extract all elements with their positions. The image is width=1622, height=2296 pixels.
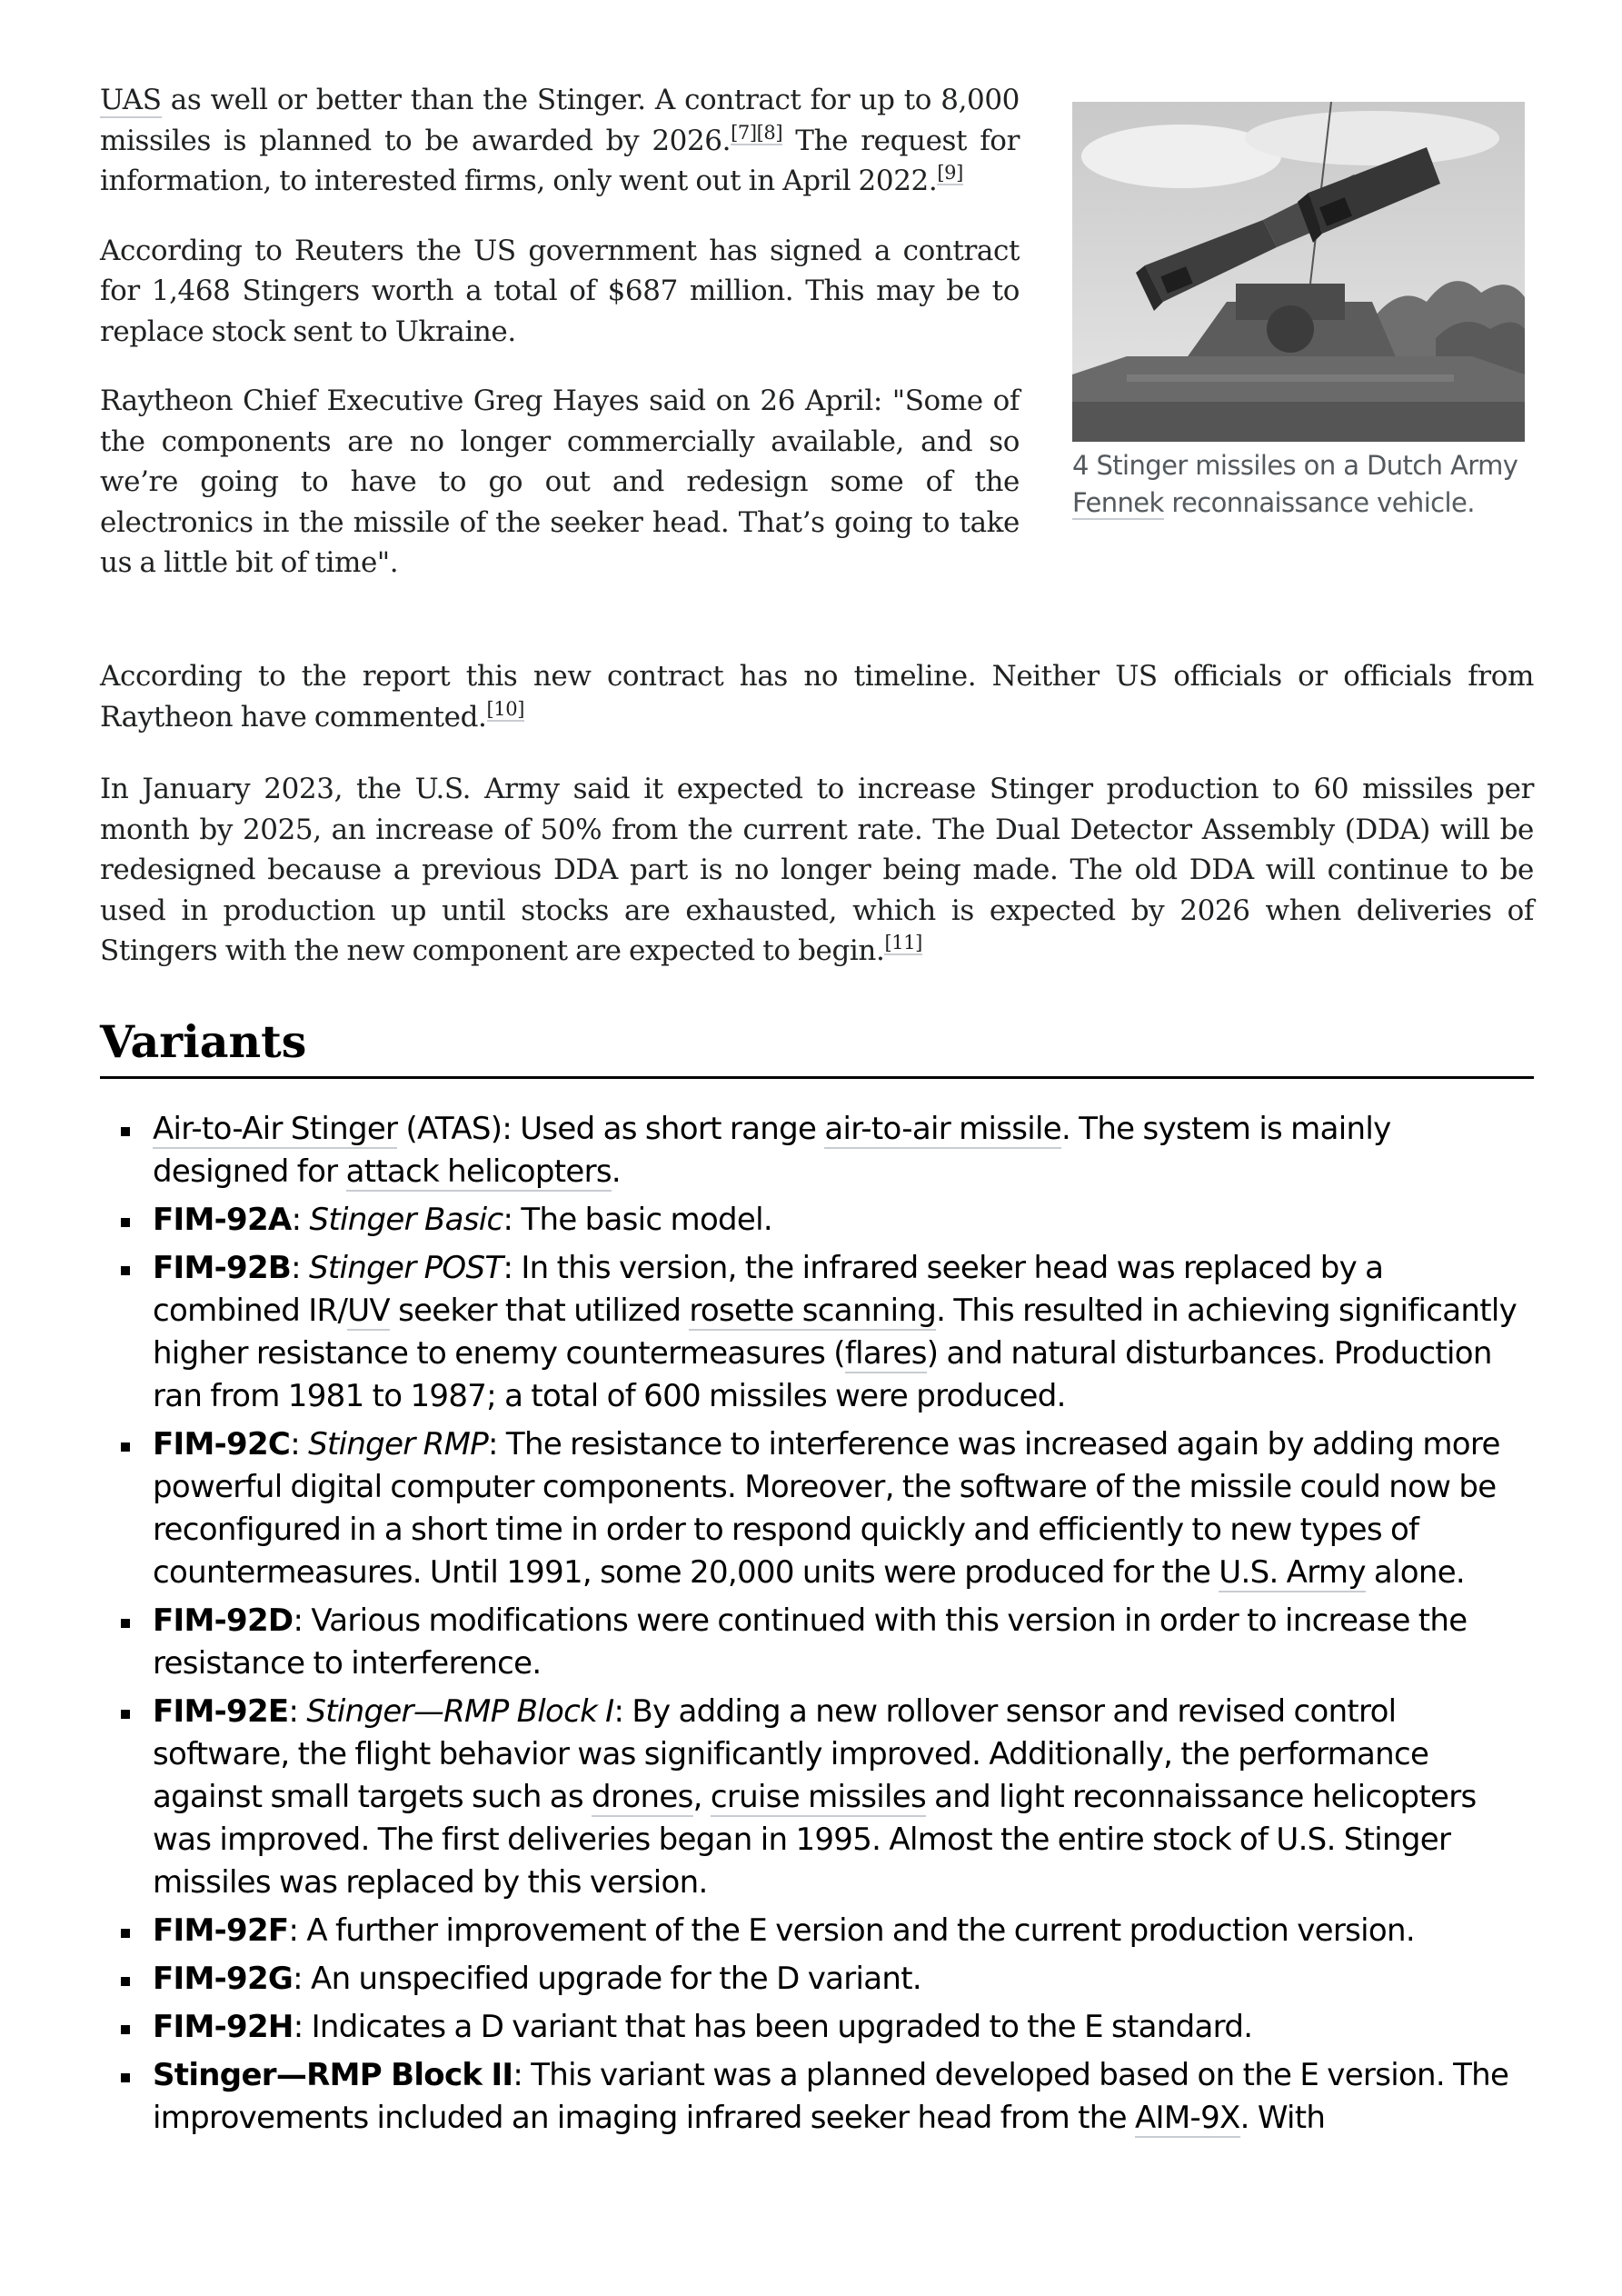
link-uv[interactable]: UV bbox=[347, 1293, 390, 1329]
paragraph-reuters: According to Reuters the US government has signed a contract for 1,468 Stingers worth a total of $687 million. This may be to replace stock sent to Ukraine. bbox=[100, 234, 1020, 348]
reference-9[interactable]: [9] bbox=[937, 162, 963, 184]
paragraph-raytheon-quote: Raytheon Chief Executive Greg Hayes said on 26 April: "Some of the components are no longer commercially available, and so we’re going to have to go out and redesign some of the electronics in the missile of the seeker head. That’s going to take us a little bit of time". bbox=[100, 384, 1020, 579]
section-heading-variants: Variants bbox=[100, 1015, 307, 1068]
paragraph-contract: UAS as well or better than the Stinger. A contract for up to 8,000 missiles is planned to be awarded by 2026.[7][8] The request for information, to interested firms, only went out in April 2022.[9] bbox=[100, 84, 1020, 197]
stinger-launcher-photo[interactable] bbox=[1072, 102, 1525, 442]
list-item-fim-92c: FIM-92C: Stinger RMP: The resistance to interference was increased again by adding more powerful digital computer components. Moreover, the software of the missile could now be reconfigured in a short time in order to respond quickly and efficiently to new types of countermeasures. Until 1991, some 20,000 units were produced for the U.S. Army alone. bbox=[100, 1423, 1534, 1594]
link-rosette-scanning[interactable]: rosette scanning bbox=[689, 1293, 937, 1329]
top-text-column bbox=[100, 80, 1020, 613]
bullet-icon bbox=[121, 1977, 130, 1986]
link-aim-9x[interactable]: AIM-9X bbox=[1134, 2100, 1240, 2136]
link-us-army[interactable]: U.S. Army bbox=[1219, 1554, 1366, 1591]
link-fennek[interactable]: Fennek bbox=[1072, 487, 1164, 518]
list-item-fim-92e: FIM-92E: Stinger—RMP Block I: By adding a new rollover sensor and revised control software, the flight behavior was significantly improved. Additionally, the performance against small targets such as drones, cruise missiles and light reconnaissance helicopters was improved. The first deliveries began in 1995. Almost the entire stock of U.S. Stinger missiles was replaced by this version. bbox=[100, 1691, 1534, 1904]
reference-8[interactable]: [8] bbox=[756, 121, 783, 144]
list-item-fim-92g: FIM-92G: An unspecified upgrade for the D variant. bbox=[100, 1958, 1534, 2001]
bullet-icon bbox=[121, 2073, 130, 2082]
list-item-rmp-block-ii: Stinger—RMP Block II: This variant was a planned developed based on the E version. The improvements included an imaging infrared seeker head from the AIM-9X. With bbox=[100, 2054, 1534, 2140]
link-cruise-missiles[interactable]: cruise missiles bbox=[710, 1779, 927, 1815]
list-item-fim-92d: FIM-92D: Various modifications were continued with this version in order to increase the resistance to interference. bbox=[100, 1600, 1534, 1685]
bullet-icon bbox=[121, 2025, 130, 2034]
reference-10[interactable]: [10] bbox=[486, 697, 525, 720]
link-air-to-air-stinger[interactable]: Air-to-Air Stinger bbox=[153, 1111, 398, 1147]
list-item-fim-92h: FIM-92H: Indicates a D variant that has been upgraded to the E standard. bbox=[100, 2006, 1534, 2049]
paragraph-timeline: According to the report this new contract has no timeline. Neither US officials or officials from Raytheon have commented.[10] bbox=[100, 660, 1534, 734]
section-heading-wrapper bbox=[100, 1014, 1534, 1079]
bullet-icon bbox=[121, 1710, 130, 1719]
bullet-icon bbox=[121, 1127, 130, 1136]
list-item-fim-92f: FIM-92F: A further improvement of the E version and the current production version. bbox=[100, 1910, 1534, 1952]
bullet-icon bbox=[121, 1266, 130, 1275]
list-item-atas: Air-to-Air Stinger (ATAS): Used as short range air-to-air missile. The system is mainly designed for attack helicopters. bbox=[100, 1108, 1534, 1193]
bullet-icon bbox=[121, 1619, 130, 1628]
bullet-icon bbox=[121, 1218, 130, 1227]
link-air-to-air-missile[interactable]: air-to-air missile bbox=[824, 1111, 1062, 1147]
bullet-icon bbox=[121, 1442, 130, 1452]
link-uas[interactable]: UAS bbox=[100, 84, 162, 116]
link-attack-helicopters[interactable]: attack helicopters bbox=[345, 1153, 612, 1190]
reference-11[interactable]: [11] bbox=[884, 932, 922, 953]
list-item-fim-92a: FIM-92A: Stinger Basic: The basic model. bbox=[100, 1199, 1534, 1242]
paragraph-production-2023: In January 2023, the U.S. Army said it expected to increase Stinger production to 60 missiles per month by 2025, an increase of 50% from the current rate. The Dual Detector Assembly (DDA) will be redesigned because a previous DDA part is no longer being made. The old DDA will continue to be used in production up until stocks are exhausted, which is expected by 2026 when deliveries of Stingers with the new component are expected to begin.[11] bbox=[100, 773, 1534, 967]
variants-list bbox=[100, 1108, 1534, 2145]
list-item-fim-92b: FIM-92B: Stinger POST: In this version, the infrared seeker head was replaced by a combined IR/UV seeker that utilized rosette scanning. This resulted in achieving significantly higher resistance to enemy countermeasures (flares) and natural disturbances. Production ran from 1981 to 1987; a total of 600 missiles were produced. bbox=[100, 1247, 1534, 1418]
bullet-icon bbox=[121, 1929, 130, 1938]
link-drones[interactable]: drones bbox=[592, 1779, 693, 1815]
figure-caption: 4 Stinger missiles on a Dutch Army Fennek reconnaissance vehicle. bbox=[1072, 450, 1518, 518]
reference-7[interactable]: [7] bbox=[731, 121, 757, 144]
figure-stinger-vehicle bbox=[1072, 102, 1534, 522]
link-flares[interactable]: flares bbox=[844, 1335, 927, 1372]
